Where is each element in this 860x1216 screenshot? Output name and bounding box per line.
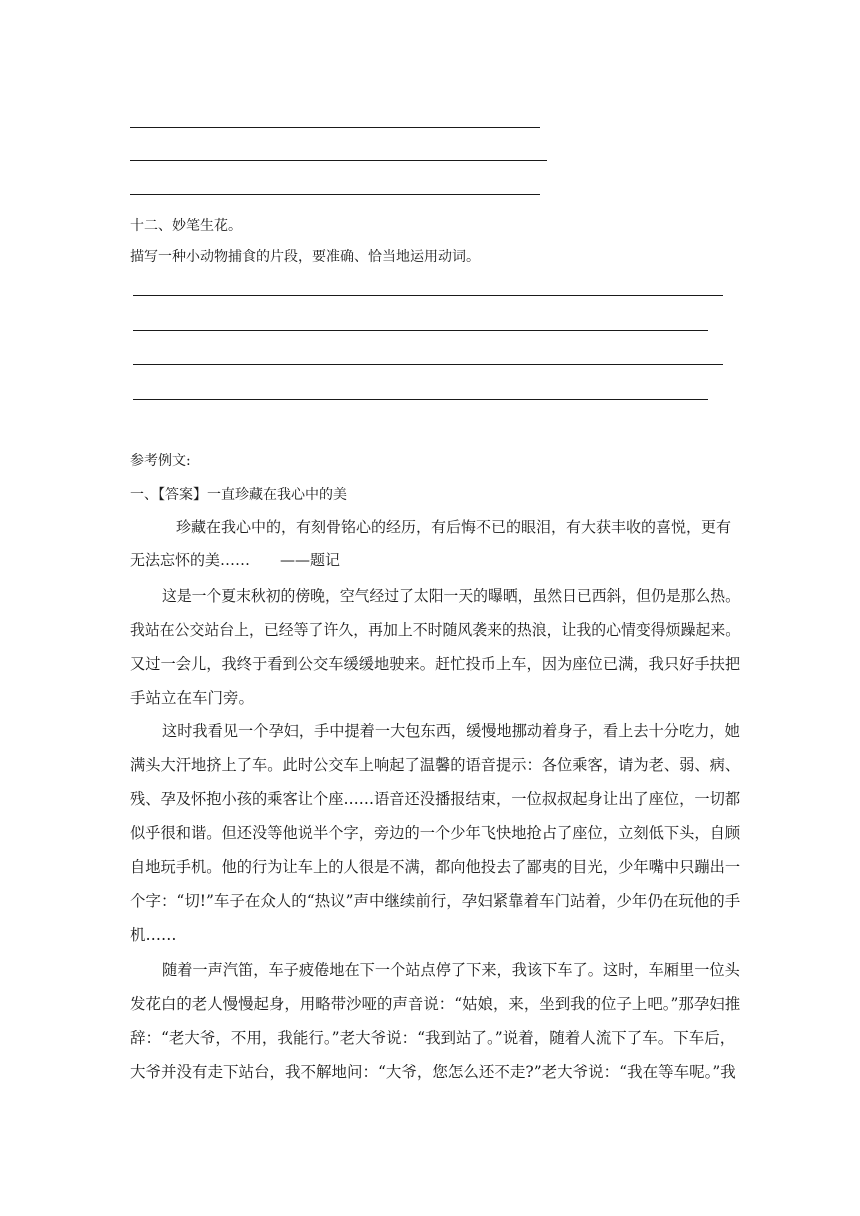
text-line: 手站立在车门旁。 (130, 689, 255, 707)
section-instruction: 描写一种小动物捕食的片段，要准确、恰当地运用动词。 (130, 249, 480, 265)
answer-line (130, 160, 547, 161)
answer-line (130, 194, 540, 195)
writing-line (133, 295, 723, 296)
text-line: 机…… (130, 926, 177, 944)
writing-line (133, 364, 723, 365)
reference-title: 参考例文: (130, 453, 191, 469)
writing-line (133, 399, 708, 400)
writing-line (133, 330, 708, 331)
text-line: 残、孕及怀抱小孩的乘客让个座……语音还没播报结束，一位叔叔起身让出了座位，一切都 (130, 790, 741, 808)
text-line: 随着一声汽笛，车子疲倦地在下一个站点停了下来，我该下车了。这时，车厢里一位头 (162, 961, 740, 979)
answer-heading: 一、【答案】一直珍藏在我心中的美 (130, 487, 347, 503)
text-line: 辞：“老大爷，不用，我能行。”老大爷说：“我到站了。”说着，随着人流下了车。下车后， (130, 1029, 736, 1047)
text-line: 发花白的老人慢慢起身，用略带沙哑的声音说：“姑娘，来，坐到我的位子上吧。”那孕妇推 (130, 995, 741, 1013)
text-line: 珍藏在我心中的，有刻骨铭心的经历，有后悔不已的眼泪，有大获丰收的喜悦，更有 (176, 518, 732, 536)
text-line: 个字：“切!”车子在众人的“热议”声中继续前行，孕妇紧靠着车门站着，少年仍在玩他的手 (130, 892, 741, 910)
answer-line (130, 127, 540, 128)
text-line: 自地玩手机。他的行为让车上的人很是不满，都向他投去了鄙夷的目光，少年嘴中只蹦出一 (130, 858, 741, 876)
section-heading: 十二、妙笔生花。 (130, 218, 242, 234)
text-line: 满头大汗地挤上了车。此时公交车上响起了温馨的语音提示：各位乘客，请为老、弱、病、 (130, 756, 741, 774)
text-line: 无法忘怀的美…… ——题记 (130, 551, 341, 569)
text-line: 这时我看见一个孕妇，手中提着一大包东西，缓慢地挪动着身子，看上去十分吃力，她 (162, 722, 740, 740)
text-line: 似乎很和谐。但还没等他说半个字，旁边的一个少年飞快地抢占了座位，立刻低下头，自顾 (130, 824, 741, 842)
text-line: 又过一会儿，我终于看到公交车缓缓地驶来。赶忙投币上车，因为座位已满，我只好手扶把 (130, 655, 741, 673)
text-line: 这是一个夏末秋初的傍晚，空气经过了太阳一天的曝晒，虽然日已西斜，但仍是那么热。 (162, 587, 740, 605)
text-line: 我站在公交站台上，已经等了许久，再加上不时随风袭来的热浪，让我的心情变得烦躁起来。 (130, 621, 741, 639)
text-line: 大爷并没有走下站台，我不解地问：“大爷，您怎么还不走?”老大爷说：“我在等车呢。”我 (130, 1063, 736, 1081)
